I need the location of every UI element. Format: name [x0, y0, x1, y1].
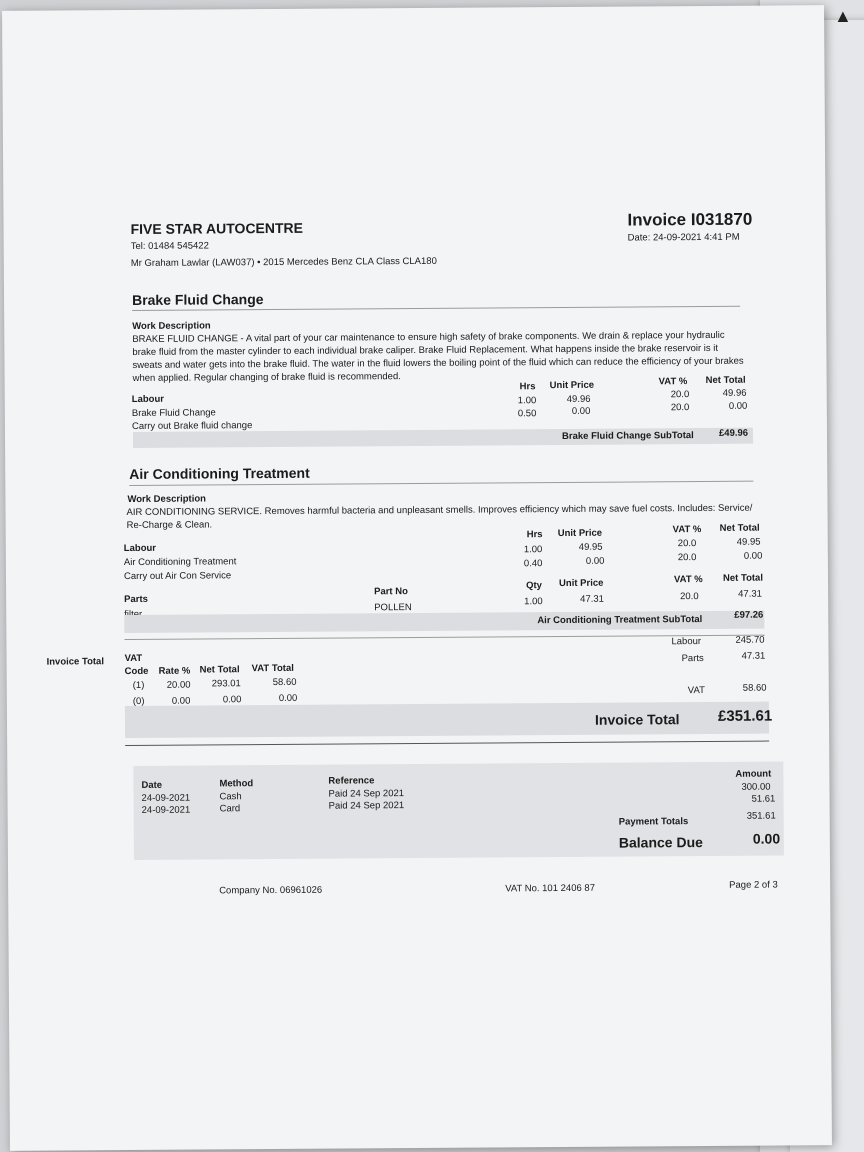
invoice-total-side-label: Invoice Total: [46, 656, 104, 668]
invoice-page: [2, 5, 832, 1151]
section-title-aircon: Air Conditioning Treatment: [129, 464, 310, 483]
labour-total-label: Labour: [671, 636, 702, 648]
vat-row-net: 293.01: [211, 678, 241, 690]
payment-date: 24-09-2021: [141, 804, 191, 816]
part-net: 47.31: [738, 588, 762, 600]
vat-total-label: VAT: [687, 684, 705, 697]
labour-net: 0.00: [728, 400, 748, 412]
labour-unit: 49.96: [566, 393, 591, 405]
part-unit: 47.31: [580, 593, 604, 605]
net-total-header: Net Total: [722, 572, 763, 584]
payment-method: Cash: [219, 791, 242, 803]
vat-total-value: 58.60: [742, 682, 767, 694]
unit-price-header: Unit Price: [557, 527, 603, 540]
payment-method: Card: [219, 803, 241, 815]
company-name: FIVE STAR AUTOCENTRE: [130, 219, 304, 237]
vat-row-code: (0): [132, 695, 145, 707]
vat-row-vat: 0.00: [278, 692, 298, 704]
totals-bottom-divider: [125, 741, 769, 746]
labour-net: 49.96: [722, 387, 747, 399]
invoice-total-label: Invoice Total: [594, 711, 680, 728]
vat-pct-header: VAT %: [658, 376, 688, 388]
parts-label: Parts: [124, 593, 148, 606]
work-description-text: BRAKE FLUID CHANGE - A vital part of your car maintenance to ensure high safety of brake components. We drain & replace your hydraulic brake fluid from the master cylinder to each individual brake caliper. Brake Fluid Replacement. What happens inside the brake reservoir is it sweats and water gets into the brake fluid. The water in the fluid lowers the boiling point of the fluid which can reduce the efficiency of your brakes when applied. Regular changing of brake fluid is recommended.: [132, 329, 744, 384]
vat-col-net: Net Total: [199, 664, 240, 676]
work-description-label: Work Description: [127, 493, 206, 506]
hrs-header: Hrs: [526, 529, 543, 541]
labour-hrs: 0.50: [517, 408, 537, 420]
payments-method-header: Method: [219, 778, 254, 790]
parts-total-label: Parts: [681, 653, 704, 665]
part-no: POLLEN: [374, 602, 412, 614]
labour-desc: Brake Fluid Change: [131, 407, 216, 419]
vat-number: VAT No. 101 2406 87: [505, 882, 596, 895]
corner-triangle-icon: ▲: [834, 6, 852, 26]
balance-due-value: 0.00: [752, 830, 781, 847]
subtotal-value: £97.26: [734, 609, 764, 621]
totals-divider: [124, 635, 764, 640]
vat-pct-header: VAT %: [672, 524, 702, 536]
payment-reference: Paid 24 Sep 2021: [328, 800, 405, 812]
company-tel: Tel: 01484 545422: [130, 240, 209, 252]
payments-reference-header: Reference: [328, 775, 375, 787]
payment-amount: 300.00: [741, 781, 771, 793]
subtotal-label: Brake Fluid Change SubTotal: [561, 430, 694, 442]
labour-label: Labour: [123, 542, 157, 555]
labour-unit: 49.95: [578, 541, 603, 553]
page-number: Page 2 of 3: [729, 879, 778, 891]
labour-hrs: 1.00: [523, 544, 543, 556]
net-total-header: Net Total: [705, 374, 746, 386]
vat-col-vat: VAT Total: [251, 662, 294, 675]
net-total-header: Net Total: [719, 522, 760, 534]
vat-col-code: Code: [124, 665, 149, 678]
work-description-text: AIR CONDITIONING SERVICE. Removes harmful bacteria and unpleasant smells. Improves efficiency which may save fuel costs. Includes: Service/ Re-Charge & Clean.: [126, 502, 753, 532]
unit-price-header: Unit Price: [549, 379, 595, 392]
company-number: Company No. 06961026: [219, 884, 323, 897]
section-divider: [129, 481, 753, 486]
labour-vat: 20.0: [670, 402, 690, 414]
labour-unit: 0.00: [571, 405, 591, 417]
customer-line: Mr Graham Lawlar (LAW037) • 2015 Mercedes Benz CLA Class CLA180: [130, 255, 437, 269]
vat-pct-header: VAT %: [673, 574, 703, 586]
vat-row-vat: 58.60: [272, 676, 297, 689]
labour-vat: 20.0: [677, 552, 697, 564]
payment-date: 24-09-2021: [141, 792, 191, 804]
balance-due-label: Balance Due: [618, 834, 703, 851]
labour-unit: 0.00: [585, 555, 605, 567]
hrs-header: Hrs: [519, 381, 536, 393]
labour-vat: 20.0: [677, 538, 697, 550]
labour-label: Labour: [131, 393, 164, 405]
invoice-date: Date: 24-09-2021 4:41 PM: [627, 231, 740, 244]
vat-row-rate: 20.00: [166, 679, 191, 691]
unit-price-header: Unit Price: [559, 577, 604, 590]
invoice-total-value: £351.61: [717, 707, 773, 725]
payment-totals-value: 351.61: [746, 810, 776, 822]
labour-net: 0.00: [743, 550, 763, 562]
labour-vat: 20.0: [670, 389, 690, 401]
labour-total-value: 245.70: [735, 634, 765, 646]
section-title-brake: Brake Fluid Change: [131, 291, 264, 308]
labour-desc: Carry out Air Con Service: [123, 570, 232, 583]
labour-desc: Carry out Brake fluid change: [131, 420, 253, 432]
subtotal-value: £49.96: [718, 427, 749, 439]
labour-hrs: 1.00: [517, 395, 537, 407]
subtotal-label: Air Conditioning Treatment SubTotal: [537, 614, 703, 627]
parts-total-value: 47.31: [741, 650, 766, 662]
vat-row-net: 0.00: [222, 694, 242, 706]
vat-row-code: (1): [132, 679, 145, 691]
payments-amount-header: Amount: [735, 768, 772, 780]
labour-desc: Air Conditioning Treatment: [123, 556, 237, 569]
part-qty: 1.00: [524, 596, 543, 608]
labour-net: 49.95: [736, 536, 761, 548]
vat-row-rate: 0.00: [171, 695, 191, 707]
vat-heading: VAT: [124, 652, 143, 665]
payment-reference: Paid 24 Sep 2021: [328, 788, 405, 800]
vat-col-rate: Rate %: [158, 665, 191, 677]
part-no-header: Part No: [374, 586, 408, 598]
work-description-label: Work Description: [132, 320, 211, 332]
labour-hrs: 0.40: [523, 558, 543, 570]
payments-date-header: Date: [141, 779, 163, 791]
qty-header: Qty: [526, 580, 542, 592]
payment-totals-label: Payment Totals: [618, 816, 689, 828]
part-vat: 20.0: [680, 591, 699, 603]
payment-amount: 51.61: [751, 793, 776, 805]
invoice-number: Invoice I031870: [627, 209, 753, 230]
